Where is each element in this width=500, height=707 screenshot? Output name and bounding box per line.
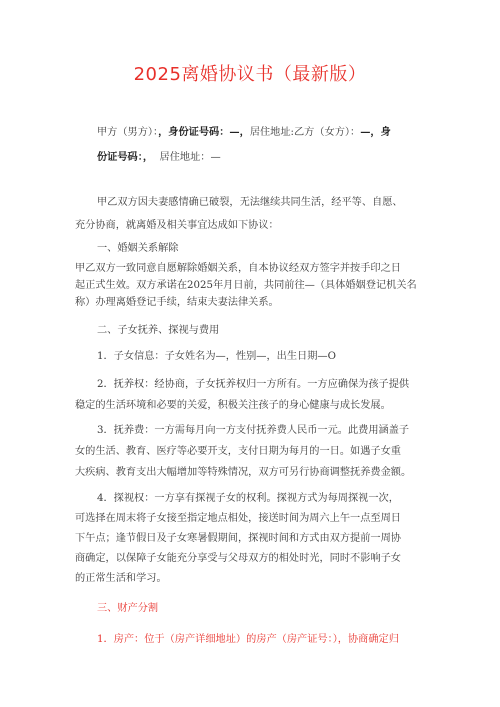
section1-line-1: 甲乙双方一致同意自愿解除婚姻关系，自本协议经双方签字并按手印之日 <box>75 263 401 274</box>
section2-item3-line-3: 大疾病、教育支出大幅增加等特殊情况，双方可另行协商调整抚养费金额。 <box>75 467 412 478</box>
section2-heading: 二、子女抚养、探视与费用 <box>97 325 220 336</box>
section1-line-2: 起正式生效。双方承诺在2025年月日前，共同前往—（具体婚姻登记机关名 <box>75 280 417 291</box>
address-label-b: 居住地址：— <box>159 152 221 163</box>
parties-line-1 <box>97 125 391 140</box>
section1-line-3: 称）办理离婚登记手续，结束夫妻法律关系。 <box>75 297 279 308</box>
section2-item4-line-4: 商确定，以保障子女能充分享受与父母双方的相处时光，同时不影响子女 <box>75 553 401 564</box>
section2-item2-line-1: 2．抚养权：经协商，子女抚养权归一方所有。一方应确保为孩子提供 <box>97 379 410 390</box>
id-number-label-b-end: 份证号码： <box>97 151 143 163</box>
section2-item4-line-2: 可选择在周末将子女接至指定地点相处，接送时间为周六上午一点至周日 <box>75 513 401 524</box>
parties-line-2 <box>97 150 221 165</box>
address-label-a: 居住地址:乙方（女方）： <box>249 127 361 138</box>
document-title: 2025离婚协议书（最新版） <box>133 64 367 85</box>
party-a-label: 甲方（男方）： <box>97 127 159 138</box>
section2-item3-line-1: 3．抚养费：一方需每月向一方支付抚养费人民币一元。此费用涵盖子 <box>97 425 410 436</box>
section3-heading: 三、财产分割 <box>97 603 159 614</box>
section1-heading: 一、婚姻关系解除 <box>97 243 179 254</box>
intro-line-1: 甲乙双方因夫妻感情确已破裂，无法继续共同生活，经平等、自愿、 <box>97 197 403 208</box>
id-number-label-a: ，身份证号码：—， <box>158 126 250 138</box>
section2-item4-line-5: 的正常生活和学习。 <box>75 573 167 584</box>
section2-item4-line-1: 4．探视权：一方享有探视子女的权利。探视方式为每周探视一次， <box>97 493 399 504</box>
section2-item1: 1．子女信息：子女姓名为—，性别—，出生日期—O <box>97 351 336 362</box>
section2-item4-line-3: 下午点；逢节假日及子女寒暑假期间，探视时间和方式由双方提前一周协 <box>75 533 401 544</box>
section3-item1: 1．房产：位于（房产详细地址）的房产（房产证号：），协商确定归 <box>97 634 399 645</box>
id-separator: ， <box>142 151 154 163</box>
intro-line-2: 充分协商，就离婚及相关事宜达成如下协议： <box>75 220 279 231</box>
id-number-label-b-start: —，身 <box>360 126 391 138</box>
section2-item2-line-2: 稳定的生活环境和必要的关爱，积极关注孩子的身心健康与成长发展。 <box>75 400 391 411</box>
section2-item3-line-2: 女的生活、教育、医疗等必要开支，支付日期为每月的一日。如遇子女重 <box>75 446 401 457</box>
